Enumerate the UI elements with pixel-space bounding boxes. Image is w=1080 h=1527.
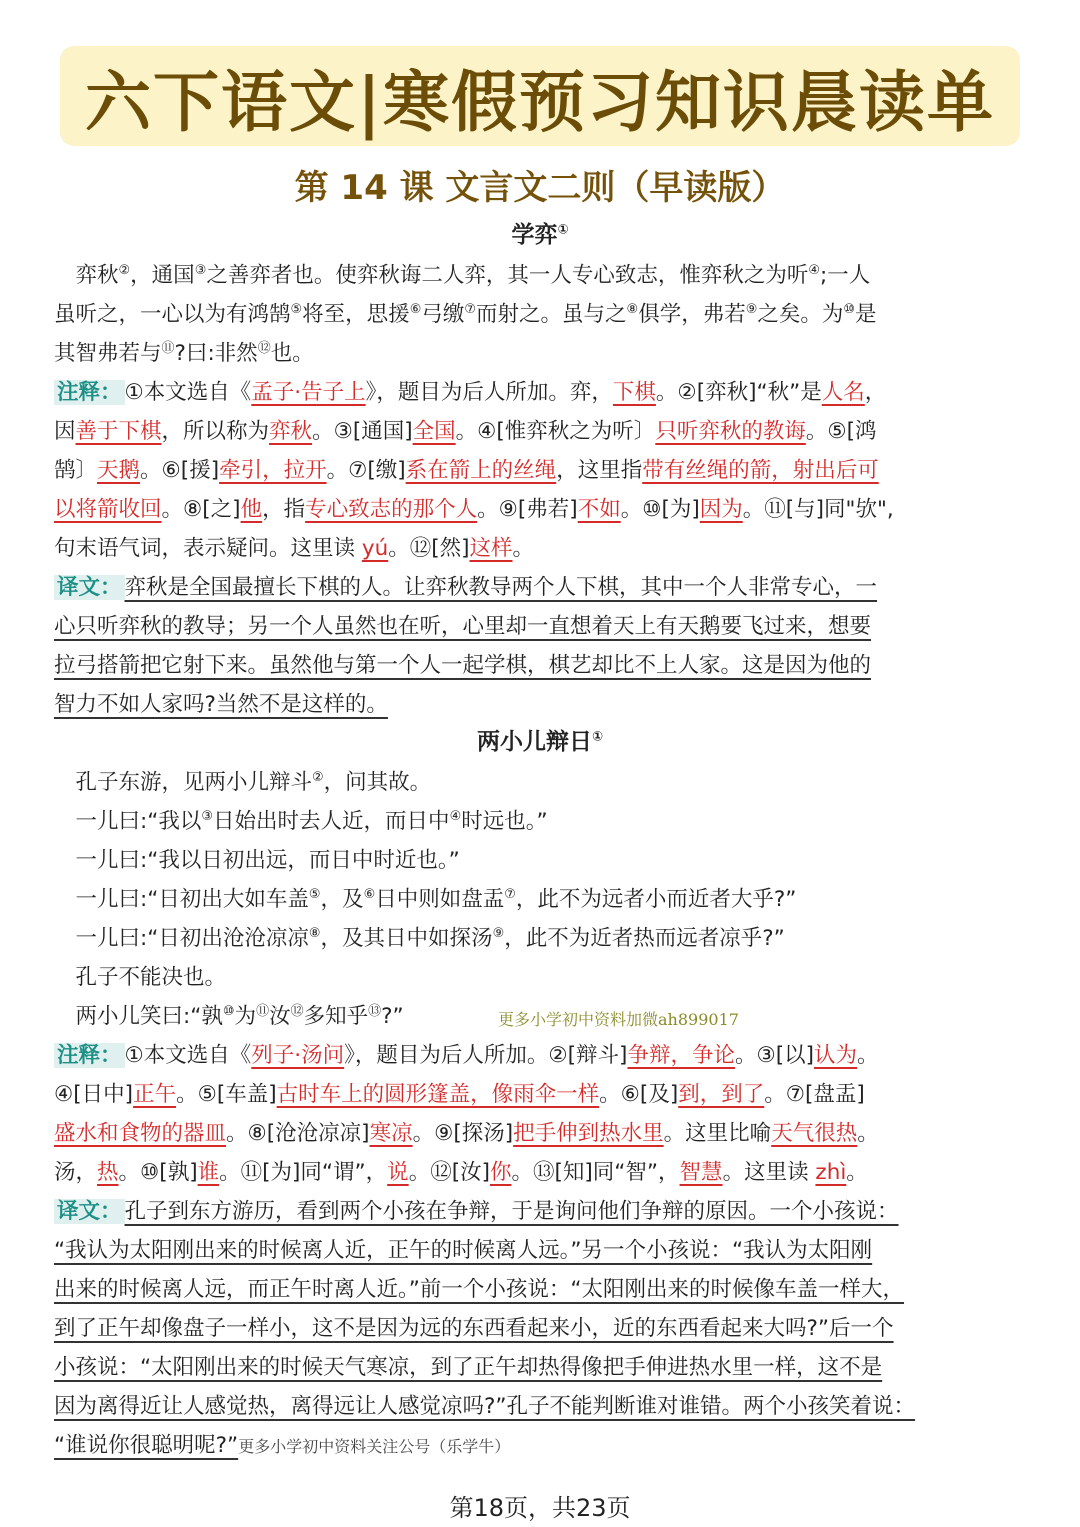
text-segment: 多知乎 <box>303 1004 369 1029</box>
answer-highlight: 天气很热 <box>771 1121 858 1146</box>
answer-highlight: 善于下棋 <box>75 419 162 444</box>
answer-highlight: 全国 <box>412 419 456 444</box>
text-segment: ，及 <box>320 887 364 912</box>
text-segment: ④[日中] <box>54 1082 134 1107</box>
watermark: 更多小学初中资料加微ah899017 <box>498 1010 739 1029</box>
answer-highlight: 弈秋 <box>269 419 313 444</box>
text-segment: 两小儿笑曰:“孰 <box>54 1004 223 1029</box>
answer-highlight: 他 <box>240 497 263 522</box>
text-line <box>54 334 314 373</box>
text-segment: 。③[以] <box>734 1043 815 1068</box>
note-mark: ③ <box>194 262 207 278</box>
answer-highlight: 列子·汤问 <box>251 1043 345 1068</box>
answer-highlight: 牵引，拉开 <box>219 458 327 483</box>
text-segment: 弈秋 <box>54 263 119 288</box>
text-segment: 。⑥[援] <box>140 458 220 483</box>
note-mark: ② <box>118 262 131 278</box>
note-mark: ⑧ <box>626 301 639 317</box>
note-line <box>54 1153 868 1192</box>
translation-line <box>54 607 871 646</box>
text-line <box>54 880 796 919</box>
text-segment: ，此不为远者小而近者大乎?” <box>515 887 797 912</box>
text-segment: 。 <box>512 536 535 561</box>
text-segment: 。⑧[之] <box>161 497 241 522</box>
text-line <box>54 919 785 958</box>
watermark-2: 更多小学初中资料关注公号（乐学牛） <box>238 1437 511 1456</box>
answer-highlight: 系在箭上的丝绳 <box>405 458 557 483</box>
text-segment: ?曰:非然 <box>174 341 258 366</box>
answer-highlight: 你 <box>489 1160 512 1185</box>
text-segment: ，问其故。 <box>323 770 432 795</box>
note-mark: ⑩ <box>222 1003 235 1019</box>
text-segment: 。这里读 <box>722 1160 816 1185</box>
text-segment: 。⑦[盘盂] <box>764 1082 865 1107</box>
text-segment: 而射之。虽与之 <box>476 302 627 327</box>
text-segment: 孔子到东方游历，看到两个小孩在争辩，于是询问他们争辩的原因。一个小孩说： <box>124 1199 899 1224</box>
note-line <box>54 451 879 490</box>
text-segment: 》，题目为后人所加。弈， <box>365 380 613 405</box>
text-segment: 。④[惟弈秋之为听〕 <box>455 419 656 444</box>
text-segment: 。⑤[车盖] <box>176 1082 277 1107</box>
text-segment: 智力不如人家吗?当然不是这样的。 <box>54 692 388 717</box>
text-line <box>54 841 460 880</box>
answer-highlight: 寒凉 <box>369 1121 413 1146</box>
answer-highlight: yú <box>361 536 389 561</box>
answer-highlight: 古时车上的圆形篷盖，像雨伞一样 <box>276 1082 600 1107</box>
answer-highlight: 热 <box>97 1160 119 1185</box>
note-line <box>54 412 877 451</box>
text-line <box>54 802 548 841</box>
translation-label: 译文： <box>54 575 125 600</box>
text-segment: 心只听弈秋的教导；另一个人虽然也在听，心里却一直想着天上有天鹅要飞过来，想要 <box>54 614 872 639</box>
text-segment: 也。 <box>270 341 314 366</box>
answer-highlight: 到，到了 <box>678 1082 765 1107</box>
text-segment: 日始出时去人近，而日中 <box>213 809 450 834</box>
section-title-liangxiaoer: 两小儿辩日① <box>476 729 603 755</box>
text-segment: ;一人 <box>820 263 871 288</box>
answer-highlight: 把手伸到热水里 <box>513 1121 664 1146</box>
answer-highlight: 因为 <box>699 497 743 522</box>
text-segment: 时远也。” <box>461 809 548 834</box>
translation-label: 译文： <box>54 1199 125 1224</box>
section-title-xueyi: 学弈① <box>511 222 569 248</box>
note-mark: ⑫ <box>290 1003 304 1019</box>
text-segment: 。⑪[为]同“谓”， <box>219 1160 388 1185</box>
text-segment: 其智弗若与 <box>54 341 162 366</box>
note-mark: ② <box>312 769 324 785</box>
text-segment: 。⑤[鸿 <box>805 419 877 444</box>
text-segment: ，及其日中如探汤 <box>320 926 493 951</box>
text-segment: 拉弓搭箭把它射下来。虽然他与第一个人一起学棋，棋艺却比不上人家。这是因为他的 <box>54 653 872 678</box>
text-segment: 小孩说：“太阳刚出来的时候天气寒凉，到了正午却热得像把手伸进热水里一样，这不是 <box>54 1355 883 1380</box>
note-line <box>54 490 894 529</box>
title-banner <box>60 46 1020 146</box>
text-segment: 。 <box>846 1160 868 1185</box>
page-number: 第18页，共23页 <box>449 1494 631 1522</box>
text-segment: 。⑫[然] <box>388 536 470 561</box>
text-segment: 弓缴 <box>421 302 465 327</box>
text-segment: 。⑦[缴] <box>326 458 406 483</box>
answer-highlight: 不如 <box>577 497 621 522</box>
note-mark: ⑤ <box>308 886 321 902</box>
text-segment: 。②[弈秋]“秋”是 <box>655 380 822 405</box>
text-segment: ，这里指 <box>556 458 643 483</box>
answer-highlight: 专心致志的那个人 <box>305 497 478 522</box>
answer-highlight: 以将箭收回 <box>54 497 162 522</box>
text-segment: 因为离得近让人感觉热，离得远让人感觉凉吗?”孔子不能判断谁对谁错。两个小孩笑着说： <box>54 1394 916 1419</box>
answer-highlight: 谁 <box>197 1160 220 1185</box>
text-segment: 。⑩[孰] <box>118 1160 198 1185</box>
text-segment: 一儿曰:“日初出大如车盖 <box>54 887 309 912</box>
note-mark: ④ <box>449 808 462 824</box>
note-line <box>54 529 534 568</box>
text-line <box>54 763 431 802</box>
note-line <box>54 1075 865 1114</box>
note-mark: ⑨ <box>492 925 505 941</box>
answer-highlight: 正午 <box>133 1082 177 1107</box>
text-line <box>54 997 404 1036</box>
text-segment: 句末语气词，表示疑问。这里读 <box>54 536 362 561</box>
translation-line <box>54 646 871 685</box>
text-segment: 出来的时候离人远，而正午时离人近。”前一个小孩说：“太阳刚出来的时候像车盖一样大， <box>54 1277 905 1302</box>
text-segment: 。⑨[探汤] <box>412 1121 514 1146</box>
text-segment: 。⑨[弗若] <box>477 497 578 522</box>
answer-highlight: 天鹅 <box>97 458 141 483</box>
text-segment: 。 <box>857 1121 879 1146</box>
text-segment: 。⑬[知]同“智”， <box>511 1160 680 1185</box>
note-mark: ⑥ <box>409 301 422 317</box>
translation-line <box>54 1192 899 1231</box>
text-segment: 孔子不能决也。 <box>54 965 227 990</box>
text-segment: 弈秋是全国最擅长下棋的人。让弈秋教导两个人下棋，其中一个人非常专心，一 <box>124 575 878 600</box>
text-segment: 一儿曰:“我以 <box>54 809 202 834</box>
note-mark: ⑧ <box>308 925 321 941</box>
translation-line <box>54 1387 915 1426</box>
note-line <box>54 1114 879 1153</box>
answer-highlight: 带有丝绳的箭，射出后可 <box>642 458 879 483</box>
answer-highlight: 下棋 <box>612 380 656 405</box>
text-segment: 虽听之，一心以为有鸿鹄 <box>54 302 291 327</box>
text-segment: 汤， <box>54 1160 98 1185</box>
answer-highlight: 这样 <box>469 536 513 561</box>
answer-highlight: 人名 <box>821 380 865 405</box>
translation-line <box>54 1231 872 1270</box>
text-segment: ①本文选自《 <box>124 380 252 405</box>
note-mark: ④ <box>808 262 821 278</box>
note-mark: ⑦ <box>504 886 516 902</box>
note-mark: ③ <box>201 808 214 824</box>
note-mark: ⑩ <box>843 301 856 317</box>
translation-line <box>54 1270 904 1309</box>
note-mark: ⑤ <box>290 301 303 317</box>
text-segment: 孔子东游，见两小儿辩斗 <box>54 770 313 795</box>
translation-line <box>54 1348 882 1387</box>
lesson-title: 第 14 课 文言文二则（早读版） <box>294 168 786 208</box>
text-segment: 。⑧[沧沧凉凉] <box>226 1121 370 1146</box>
text-segment: 。这里比喻 <box>663 1121 772 1146</box>
text-segment: 是 <box>855 302 877 327</box>
text-segment: ，所以称为 <box>161 419 270 444</box>
text-segment: ，通国 <box>130 263 195 288</box>
text-segment: ，指 <box>262 497 306 522</box>
text-segment: 为 <box>234 1004 257 1029</box>
note-mark: ⑥ <box>363 886 376 902</box>
text-line <box>54 295 877 334</box>
text-segment: 之矣。为 <box>757 302 844 327</box>
notes-label: 注释： <box>54 380 125 405</box>
text-segment: 》，题目为后人所加。②[辩斗] <box>344 1043 628 1068</box>
text-segment: 。⑥[及] <box>599 1082 679 1107</box>
translation-line <box>54 685 388 724</box>
text-segment: ，此不为近者热而远者凉乎?” <box>504 926 785 951</box>
text-segment: 俱学，弗若 <box>638 302 746 327</box>
text-segment: 。⑩[为] <box>620 497 700 522</box>
answer-highlight: 智慧 <box>679 1160 723 1185</box>
answer-highlight: 盛水和食物的器皿 <box>54 1121 227 1146</box>
notes-label: 注释： <box>54 1043 125 1068</box>
translation-line <box>54 1309 894 1348</box>
text-segment: 因 <box>54 419 76 444</box>
note-mark: ⑫ <box>257 340 271 356</box>
text-segment: 之善弈者也。使弈秋诲二人弈，其一人专心致志，惟弈秋之为听 <box>206 263 809 288</box>
text-segment: 日中则如盘盂 <box>375 887 505 912</box>
text-segment: 。⑫[汝] <box>408 1160 490 1185</box>
text-segment: 将至，思援 <box>302 302 410 327</box>
text-segment: 。 <box>857 1043 879 1068</box>
answer-highlight: zhì <box>815 1160 847 1185</box>
translation-line <box>54 1426 510 1466</box>
answer-highlight: 争辩，争论 <box>627 1043 735 1068</box>
answer-highlight: 只听弈秋的教诲 <box>655 419 806 444</box>
note-mark: ⑦ <box>464 301 477 317</box>
translation-line <box>54 568 877 607</box>
text-segment: 。③[通国] <box>312 419 413 444</box>
text-segment: ， <box>864 380 887 405</box>
text-segment: “我认为太阳刚出来的时候离人近，正午的时候离人远。”另一个小孩说：“我认为太阳刚 <box>54 1238 873 1263</box>
note-line <box>54 1036 879 1075</box>
answer-highlight: 说 <box>387 1160 409 1185</box>
note-line <box>54 373 886 412</box>
answer-highlight: 孟子·告子上 <box>251 380 366 405</box>
text-segment: “谁说你很聪明呢?” <box>54 1433 239 1458</box>
text-segment: ①本文选自《 <box>124 1043 252 1068</box>
text-line <box>54 256 870 295</box>
note-mark: ⑨ <box>745 301 758 317</box>
note-mark: ⑬ <box>368 1003 382 1019</box>
text-segment: ?” <box>381 1004 404 1029</box>
text-segment: 汝 <box>269 1004 291 1029</box>
text-segment: 一儿曰:“日初出沧沧凉凉 <box>54 926 309 951</box>
text-line <box>54 958 226 997</box>
page-title: 六下语文|寒假预习知识晨读单 <box>84 62 995 141</box>
text-segment: 一儿曰:“我以日初出远，而日中时近也。” <box>54 848 460 873</box>
note-mark: ⑪ <box>161 340 175 356</box>
text-segment: 鹄〕 <box>54 458 98 483</box>
answer-highlight: 认为 <box>814 1043 858 1068</box>
note-mark: ⑪ <box>256 1003 270 1019</box>
text-segment: 到了正午却像盘子一样小，这不是因为远的东西看起来小，近的东西看起来大吗?”后一个 <box>54 1316 894 1341</box>
text-segment: 。⑪[与]同"欤", <box>742 497 894 522</box>
